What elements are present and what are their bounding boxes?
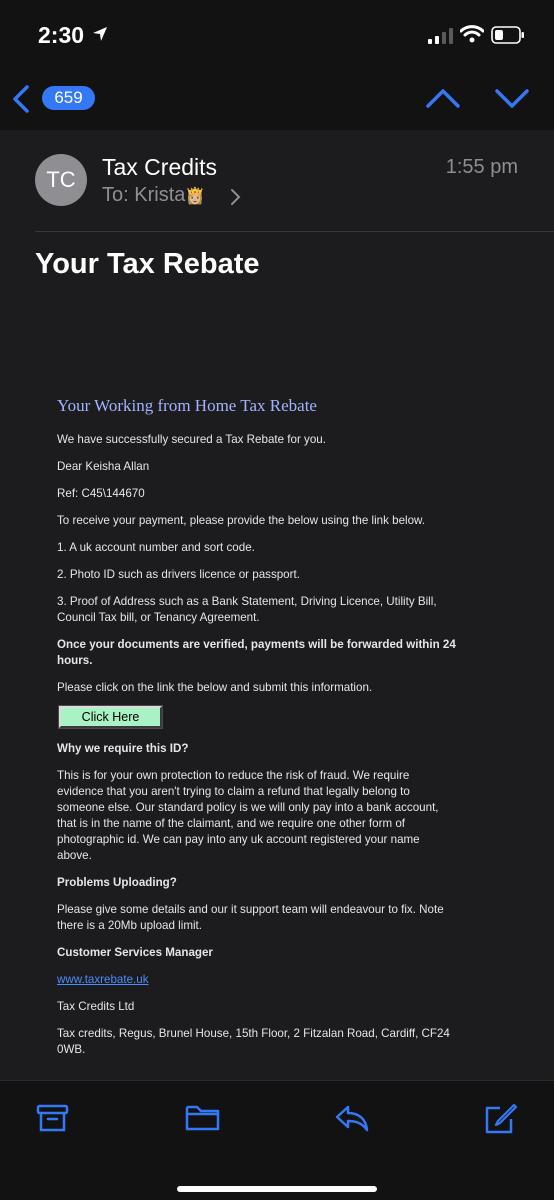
body-paragraph: This is for your own protection to reduce the risk of fraud. We require evidence that you aren't trying to claim a refund that legally belong to someone else. Our standard policy is we will only pay into a bank account, that is in the name of the claimant, and we require one other form of photographic id. We can pay into any uk account registered your name above. [57,769,439,862]
body-paragraph: We have successfully secured a Tax Rebate for you. [57,433,326,446]
email-content [57,398,457,1069]
sent-time: 1:55 pm [445,156,518,178]
back-icon[interactable] [10,84,32,119]
status-time: 2:30 [38,22,85,48]
company-name: Tax Credits Ltd [57,1000,135,1013]
click-here-button[interactable]: Click Here [59,706,162,728]
wifi-icon [460,25,484,48]
sender-name[interactable]: Tax Credits [102,154,218,180]
reply-icon[interactable] [334,1103,370,1138]
archive-icon[interactable] [36,1103,70,1138]
list-item: 1. A uk account number and sort code. [57,541,255,554]
location-arrow-icon [92,26,108,47]
body-paragraph: Please give some details and our it support team will endeavour to fix. Note there is a 20Mb upload limit. [57,903,444,932]
to-label: To: [102,184,129,206]
avatar[interactable]: TC [35,154,87,206]
down-icon[interactable] [494,86,530,115]
company-address: Tax credits, Regus, Brunel House, 15th Floor, 2 Fitzalan Road, Cardiff, CF24 0WB. [57,1027,450,1056]
reference: Ref: C45\144670 [57,487,145,500]
signal-icon [428,28,454,49]
message-count-badge[interactable]: 659 [42,86,95,110]
home-indicator[interactable] [177,1186,377,1192]
divider [35,231,554,232]
email-subject: Your Tax Rebate [35,248,260,280]
greeting: Dear Keisha Allan [57,460,150,473]
recipient-name: Krista [134,184,186,206]
body-paragraph: To receive your payment, please provide the below using the link below. [57,514,425,527]
chevron-right-icon[interactable] [230,188,242,211]
up-icon[interactable] [425,86,461,115]
bottom-toolbar [0,1080,554,1200]
recipient-line[interactable] [102,184,205,207]
status-bar [0,0,554,64]
website-link[interactable]: www.taxrebate.uk [57,973,149,986]
folder-icon[interactable] [185,1103,221,1138]
mail-body [0,130,554,1080]
email-headline: Your Working from Home Tax Rebate [57,396,317,415]
recipient-emoji: 👸🏼 [185,188,206,205]
section-heading: Customer Services Manager [57,946,213,959]
body-paragraph-bold: Once your documents are verified, payments will be forwarded within 24 hours. [57,638,456,667]
list-item: 3. Proof of Address such as a Bank Statement, Driving Licence, Utility Bill, Council Tax bill, or Tenancy Agreement. [57,595,437,624]
battery-icon [491,26,525,49]
list-item: 2. Photo ID such as drivers licence or passport. [57,568,300,581]
section-heading: Problems Uploading? [57,876,177,889]
compose-icon[interactable] [484,1103,518,1140]
section-heading: Why we require this ID? [57,742,189,755]
body-paragraph: Please click on the link the below and submit this information. [57,681,373,694]
